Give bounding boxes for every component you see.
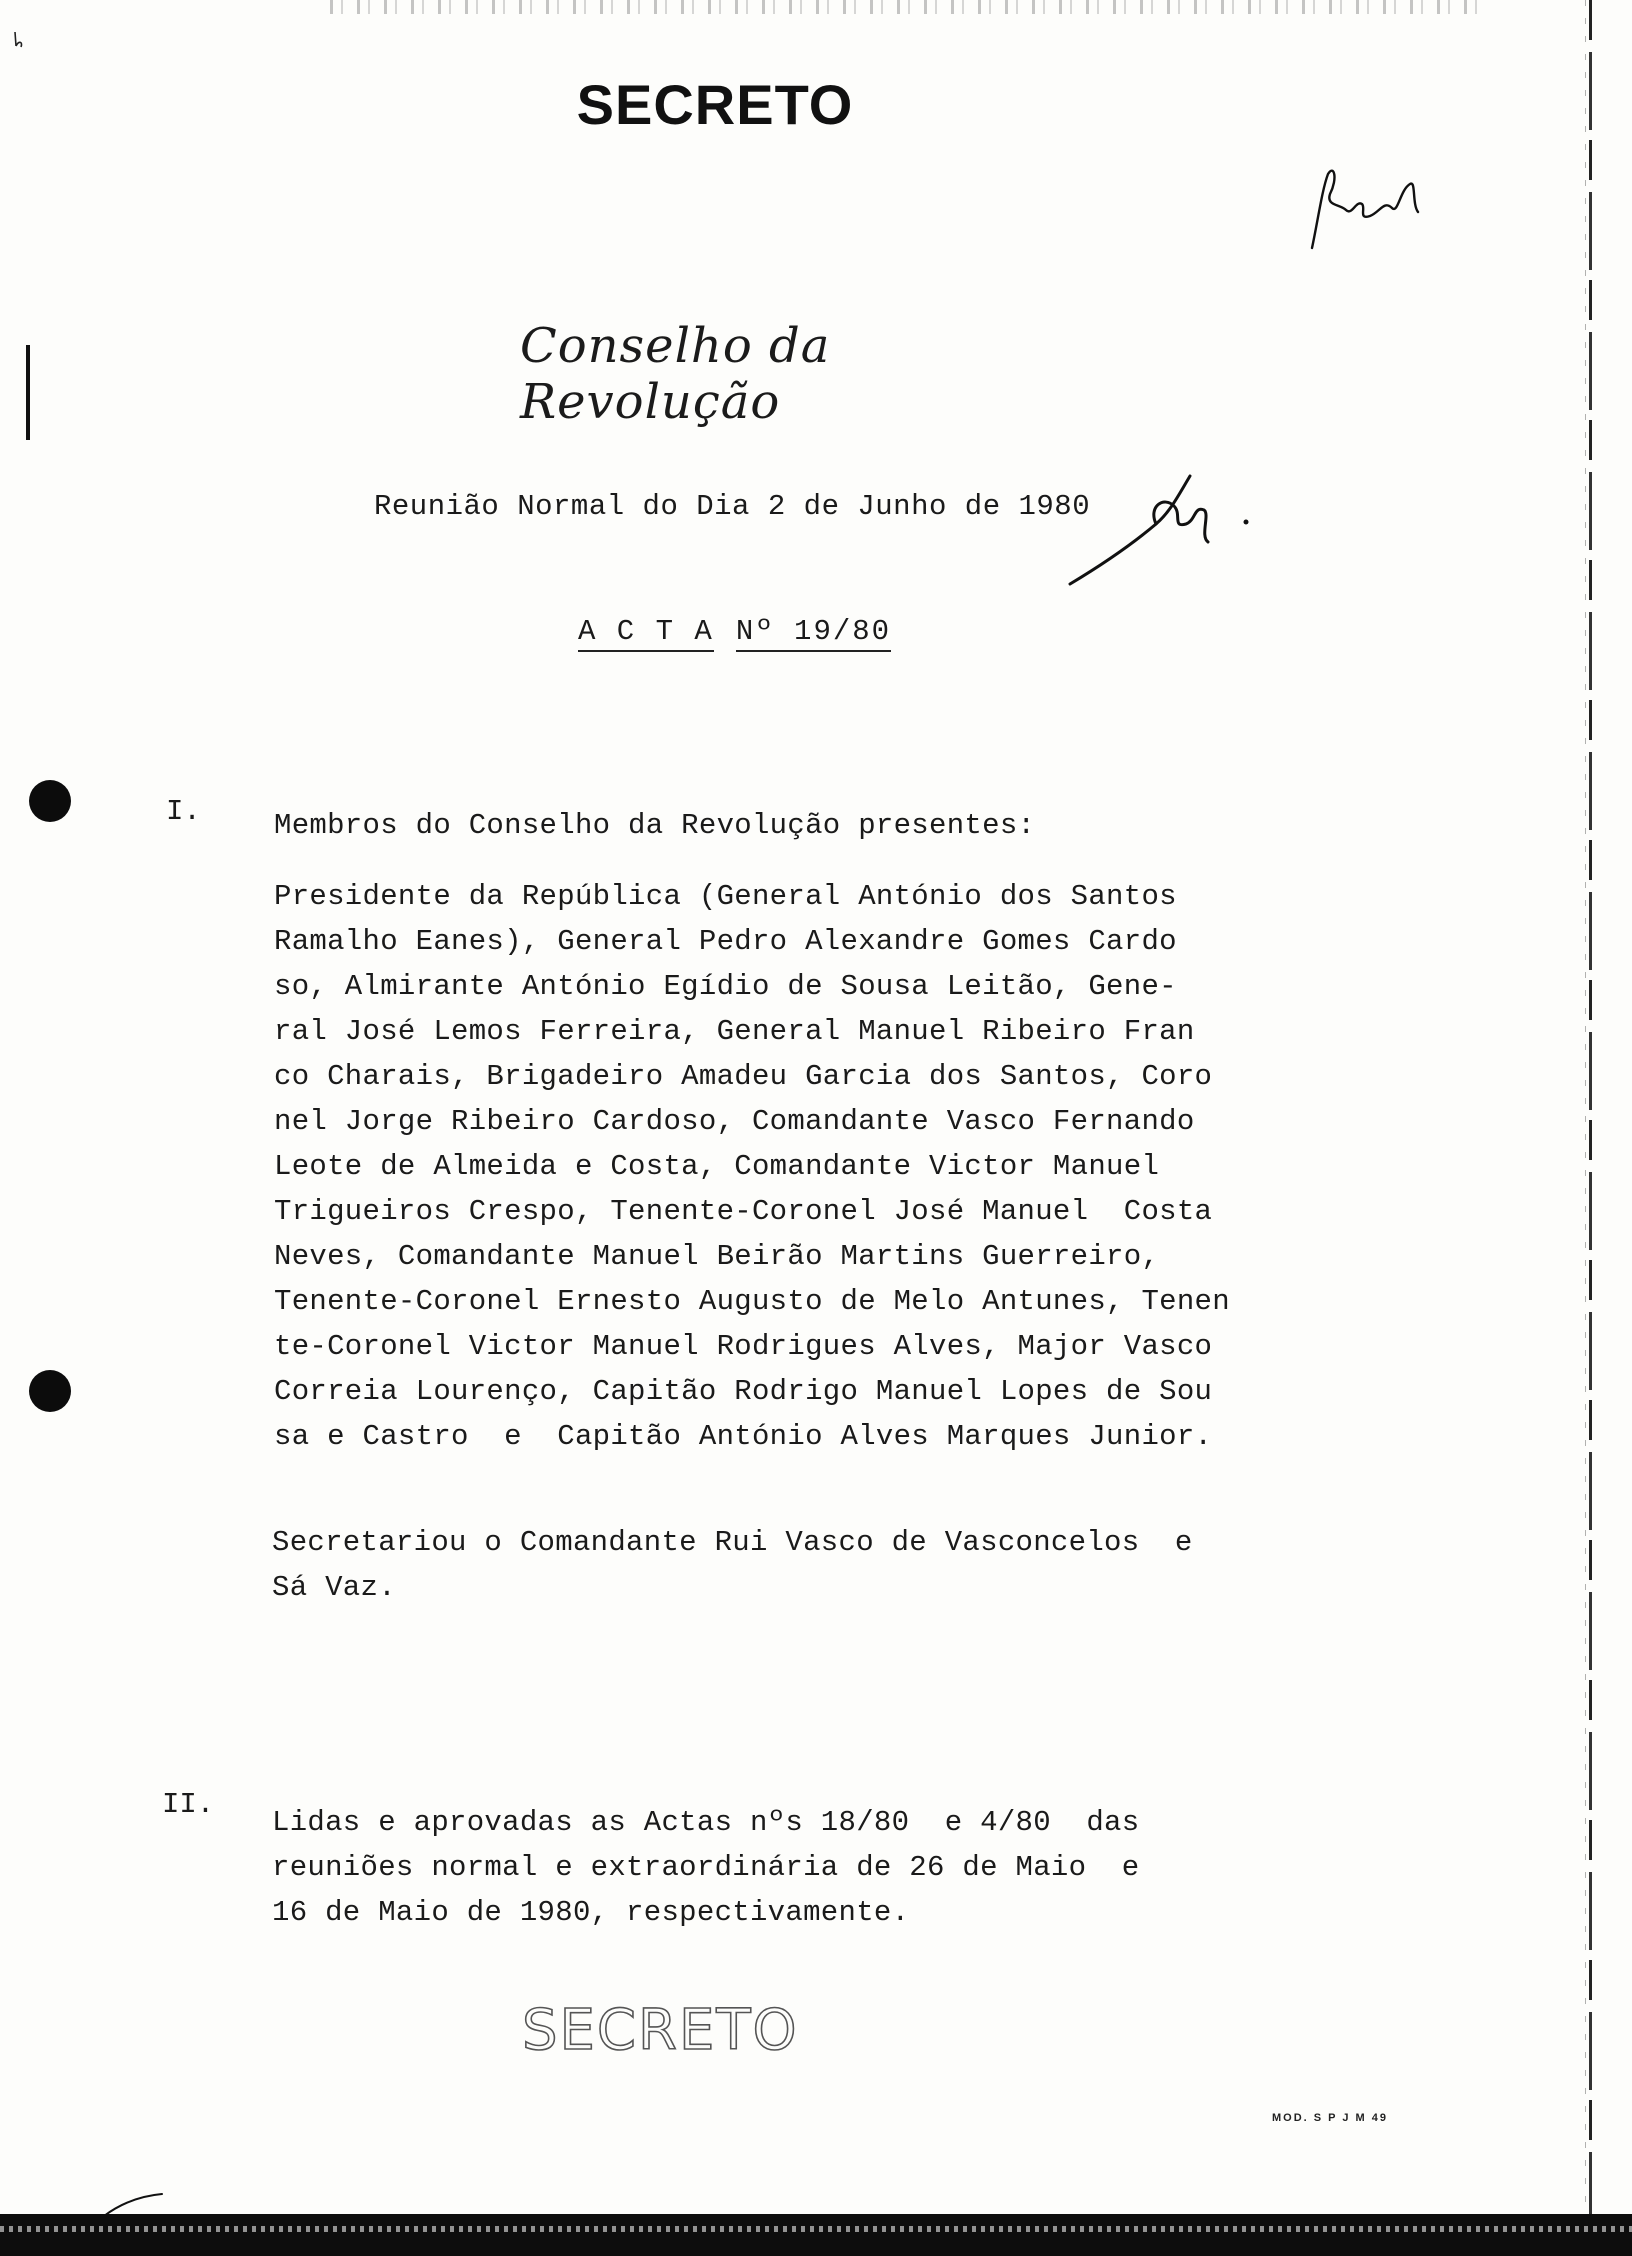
text-line: te-Coronel Victor Manuel Rodrigues Alves, Major Vasco bbox=[274, 1330, 1213, 1363]
text-line: Sá Vaz. bbox=[272, 1571, 396, 1604]
text-line: Correia Lourenço, Capitão Rodrigo Manuel Lopes de Sou bbox=[274, 1375, 1213, 1408]
text-line: sa e Castro e Capitão António Alves Marques Junior. bbox=[274, 1420, 1213, 1453]
text-line: Ramalho Eanes), General Pedro Alexandre Gomes Cardo bbox=[274, 925, 1177, 958]
members-paragraph bbox=[274, 874, 1274, 1459]
text-line: nel Jorge Ribeiro Cardoso, Comandante Vasco Fernando bbox=[274, 1105, 1195, 1138]
scan-edge-right bbox=[1589, 0, 1592, 2256]
acta-label: A C T A bbox=[578, 615, 714, 652]
section-number: I. bbox=[166, 795, 201, 828]
text-line: Tenente-Coronel Ernesto Augusto de Melo Antunes, Tenen bbox=[274, 1285, 1230, 1318]
scan-edge-bottom bbox=[0, 2214, 1632, 2256]
acta-heading bbox=[578, 615, 891, 648]
classification-header: SECRETO bbox=[576, 73, 854, 136]
initials-signature-top bbox=[1300, 160, 1440, 260]
text-line: Leote de Almeida e Costa, Comandante Victor Manuel bbox=[274, 1150, 1160, 1183]
text-line: Presidente da República (General António dos Santos bbox=[274, 880, 1177, 913]
margin-mark bbox=[26, 345, 30, 440]
council-title: Conselho da Revolução bbox=[520, 318, 831, 430]
text-line: Secretariou o Comandante Rui Vasco de Vasconcelos e bbox=[272, 1526, 1193, 1559]
scan-edge-right-inner bbox=[1585, 0, 1586, 2256]
meeting-line: Reunião Normal do Dia 2 de Junho de 1980 bbox=[374, 490, 1091, 523]
text-line: co Charais, Brigadeiro Amadeu Garcia dos Santos, Coro bbox=[274, 1060, 1213, 1093]
secretary-paragraph bbox=[272, 1520, 1272, 1610]
text-line: 16 de Maio de 1980, respectivamente. bbox=[272, 1896, 910, 1929]
approval-paragraph bbox=[272, 1800, 1272, 1935]
acta-number: Nº 19/80 bbox=[736, 615, 891, 652]
text-line: reuniões normal e extraordinária de 26 de Maio e bbox=[272, 1851, 1140, 1884]
scan-noise-top bbox=[330, 0, 1480, 14]
section-title: Membros do Conselho da Revolução presentes: bbox=[274, 809, 1036, 842]
punch-hole-bottom bbox=[29, 1370, 71, 1412]
text-line: so, Almirante António Egídio de Sousa Leitão, Gene- bbox=[274, 970, 1177, 1003]
classification-stamp-footer: SECRETO bbox=[522, 1998, 799, 2063]
text-line: ral José Lemos Ferreira, General Manuel Ribeiro Fran bbox=[274, 1015, 1195, 1048]
form-code: MOD. S P J M 49 bbox=[1272, 2112, 1388, 2124]
section-number: II. bbox=[162, 1788, 215, 1821]
text-line: Trigueiros Crespo, Tenente-Coronel José Manuel Costa bbox=[274, 1195, 1213, 1228]
corner-handwriting bbox=[12, 30, 26, 50]
text-line: Neves, Comandante Manuel Beirão Martins Guerreiro, bbox=[274, 1240, 1160, 1273]
initials-signature-meeting bbox=[1060, 466, 1260, 596]
punch-hole-top bbox=[29, 780, 71, 822]
text-line: Lidas e aprovadas as Actas nºs 18/80 e 4/80 das bbox=[272, 1806, 1140, 1839]
